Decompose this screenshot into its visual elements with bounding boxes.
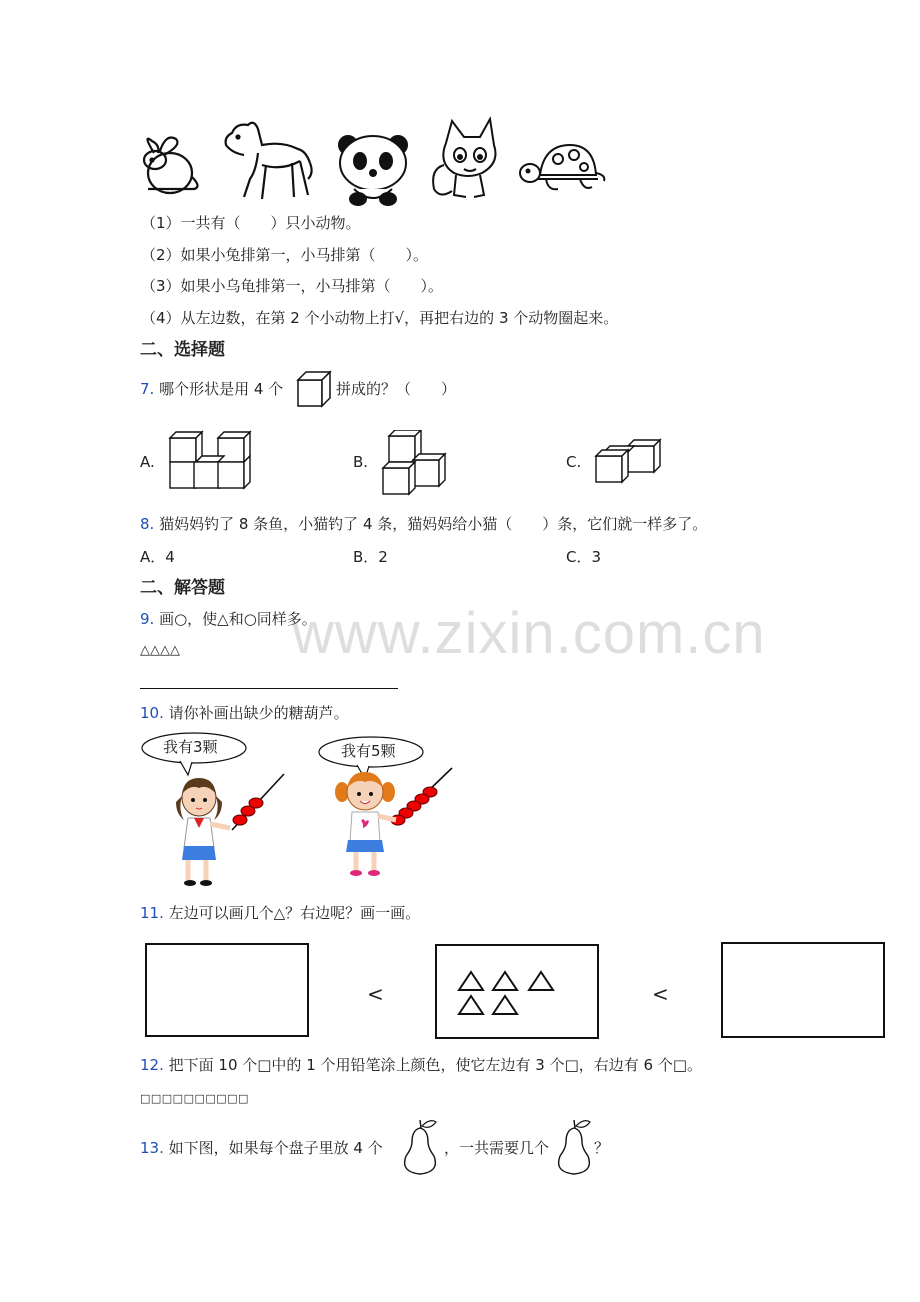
q6-item-4: （4）从左边数，在第 2 个小动物上打√，再把右边的 3 个动物圈起来。 xyxy=(141,309,619,327)
q12-text: 把下面 10 个□中的 1 个用铅笔涂上颜色，使它左边有 3 个□，右边有 6 个□。 xyxy=(168,1056,703,1074)
left-empty-box xyxy=(145,943,309,1037)
girl-left-illustration xyxy=(168,770,292,890)
q10-number: 10. xyxy=(140,704,164,722)
section-answer-heading: 二、解答题 xyxy=(140,578,225,598)
q13-text-middle: ，一共需要几个 xyxy=(444,1139,550,1157)
less-than-sign-2: < xyxy=(652,982,669,1006)
pear-icon xyxy=(400,1116,440,1178)
q7-option-a: A. xyxy=(140,453,155,471)
q11-text: 左边可以画几个△？右边呢？画一画。 xyxy=(168,904,421,922)
q9-triangles: △△△△ xyxy=(140,643,180,658)
q10-question xyxy=(140,703,349,723)
girl-right-illustration xyxy=(334,766,458,880)
q12-squares: □□□□□□□□□□ xyxy=(140,1092,249,1105)
q13-question-part1 xyxy=(140,1138,383,1158)
q7-option-b: B. xyxy=(353,453,369,471)
horse-icon xyxy=(226,123,312,199)
option-b-shape xyxy=(381,430,451,498)
q8-option-b: B．2 xyxy=(353,548,388,566)
panda-icon xyxy=(339,136,407,205)
q7-text-after: 拼成的？（ ） xyxy=(336,380,457,398)
q11-question xyxy=(140,903,420,923)
q8-question xyxy=(140,514,707,534)
q9-number: 9. xyxy=(140,610,155,628)
q8-option-a: A．4 xyxy=(140,548,175,566)
fox-icon xyxy=(433,119,495,197)
middle-triangle-box xyxy=(435,944,599,1039)
q7-question xyxy=(140,379,283,399)
q13-text-after: ？ xyxy=(594,1139,610,1157)
q8-option-c: C．3 xyxy=(566,548,602,566)
less-than-sign-1: < xyxy=(367,982,384,1006)
q11-number: 11. xyxy=(140,904,164,922)
section-choice-heading: 二、选择题 xyxy=(140,340,225,360)
q13-number: 13. xyxy=(140,1139,164,1157)
q7-text-before: 哪个形状是用 4 个 xyxy=(159,380,284,398)
q8-number: 8. xyxy=(140,515,155,533)
turtle-icon xyxy=(520,145,604,189)
q13-text-before: 如下图，如果每个盘子里放 4 个 xyxy=(168,1139,383,1157)
right-empty-box xyxy=(721,942,885,1038)
q12-question xyxy=(140,1055,702,1075)
pear-icon xyxy=(554,1116,594,1178)
q7-number: 7. xyxy=(140,380,155,398)
bubble-right-text: 我有5颗 xyxy=(341,742,396,760)
q12-number: 12. xyxy=(140,1056,164,1074)
q8-text: 猫妈妈钓了 8 条鱼，小猫钓了 4 条，猫妈妈给小猫（ ）条，它们就一样多了。 xyxy=(159,515,708,533)
animals-row xyxy=(130,115,610,210)
watermark: www.zixin.com.cn xyxy=(292,601,766,666)
q9-answer-line xyxy=(140,688,398,689)
rabbit-icon xyxy=(144,138,198,194)
option-a-shape xyxy=(168,430,258,492)
q6-item-1: （1）一共有（ ）只小动物。 xyxy=(141,214,361,232)
q10-text: 请你补画出缺少的糖葫芦。 xyxy=(168,704,349,722)
bubble-left-text: 我有3颗 xyxy=(163,738,218,756)
option-c-shape xyxy=(594,436,664,486)
q6-item-3: （3）如果小乌龟排第一，小马排第（ ）。 xyxy=(141,277,444,295)
q7-option-c: C. xyxy=(566,453,582,471)
q9-question xyxy=(140,609,317,629)
triangle-cluster xyxy=(437,946,597,1037)
cube-icon xyxy=(296,370,332,408)
q9-text: 画○，使△和○同样多。 xyxy=(159,610,317,628)
q6-item-2: （2）如果小兔排第一，小马排第（ ）。 xyxy=(141,246,429,264)
